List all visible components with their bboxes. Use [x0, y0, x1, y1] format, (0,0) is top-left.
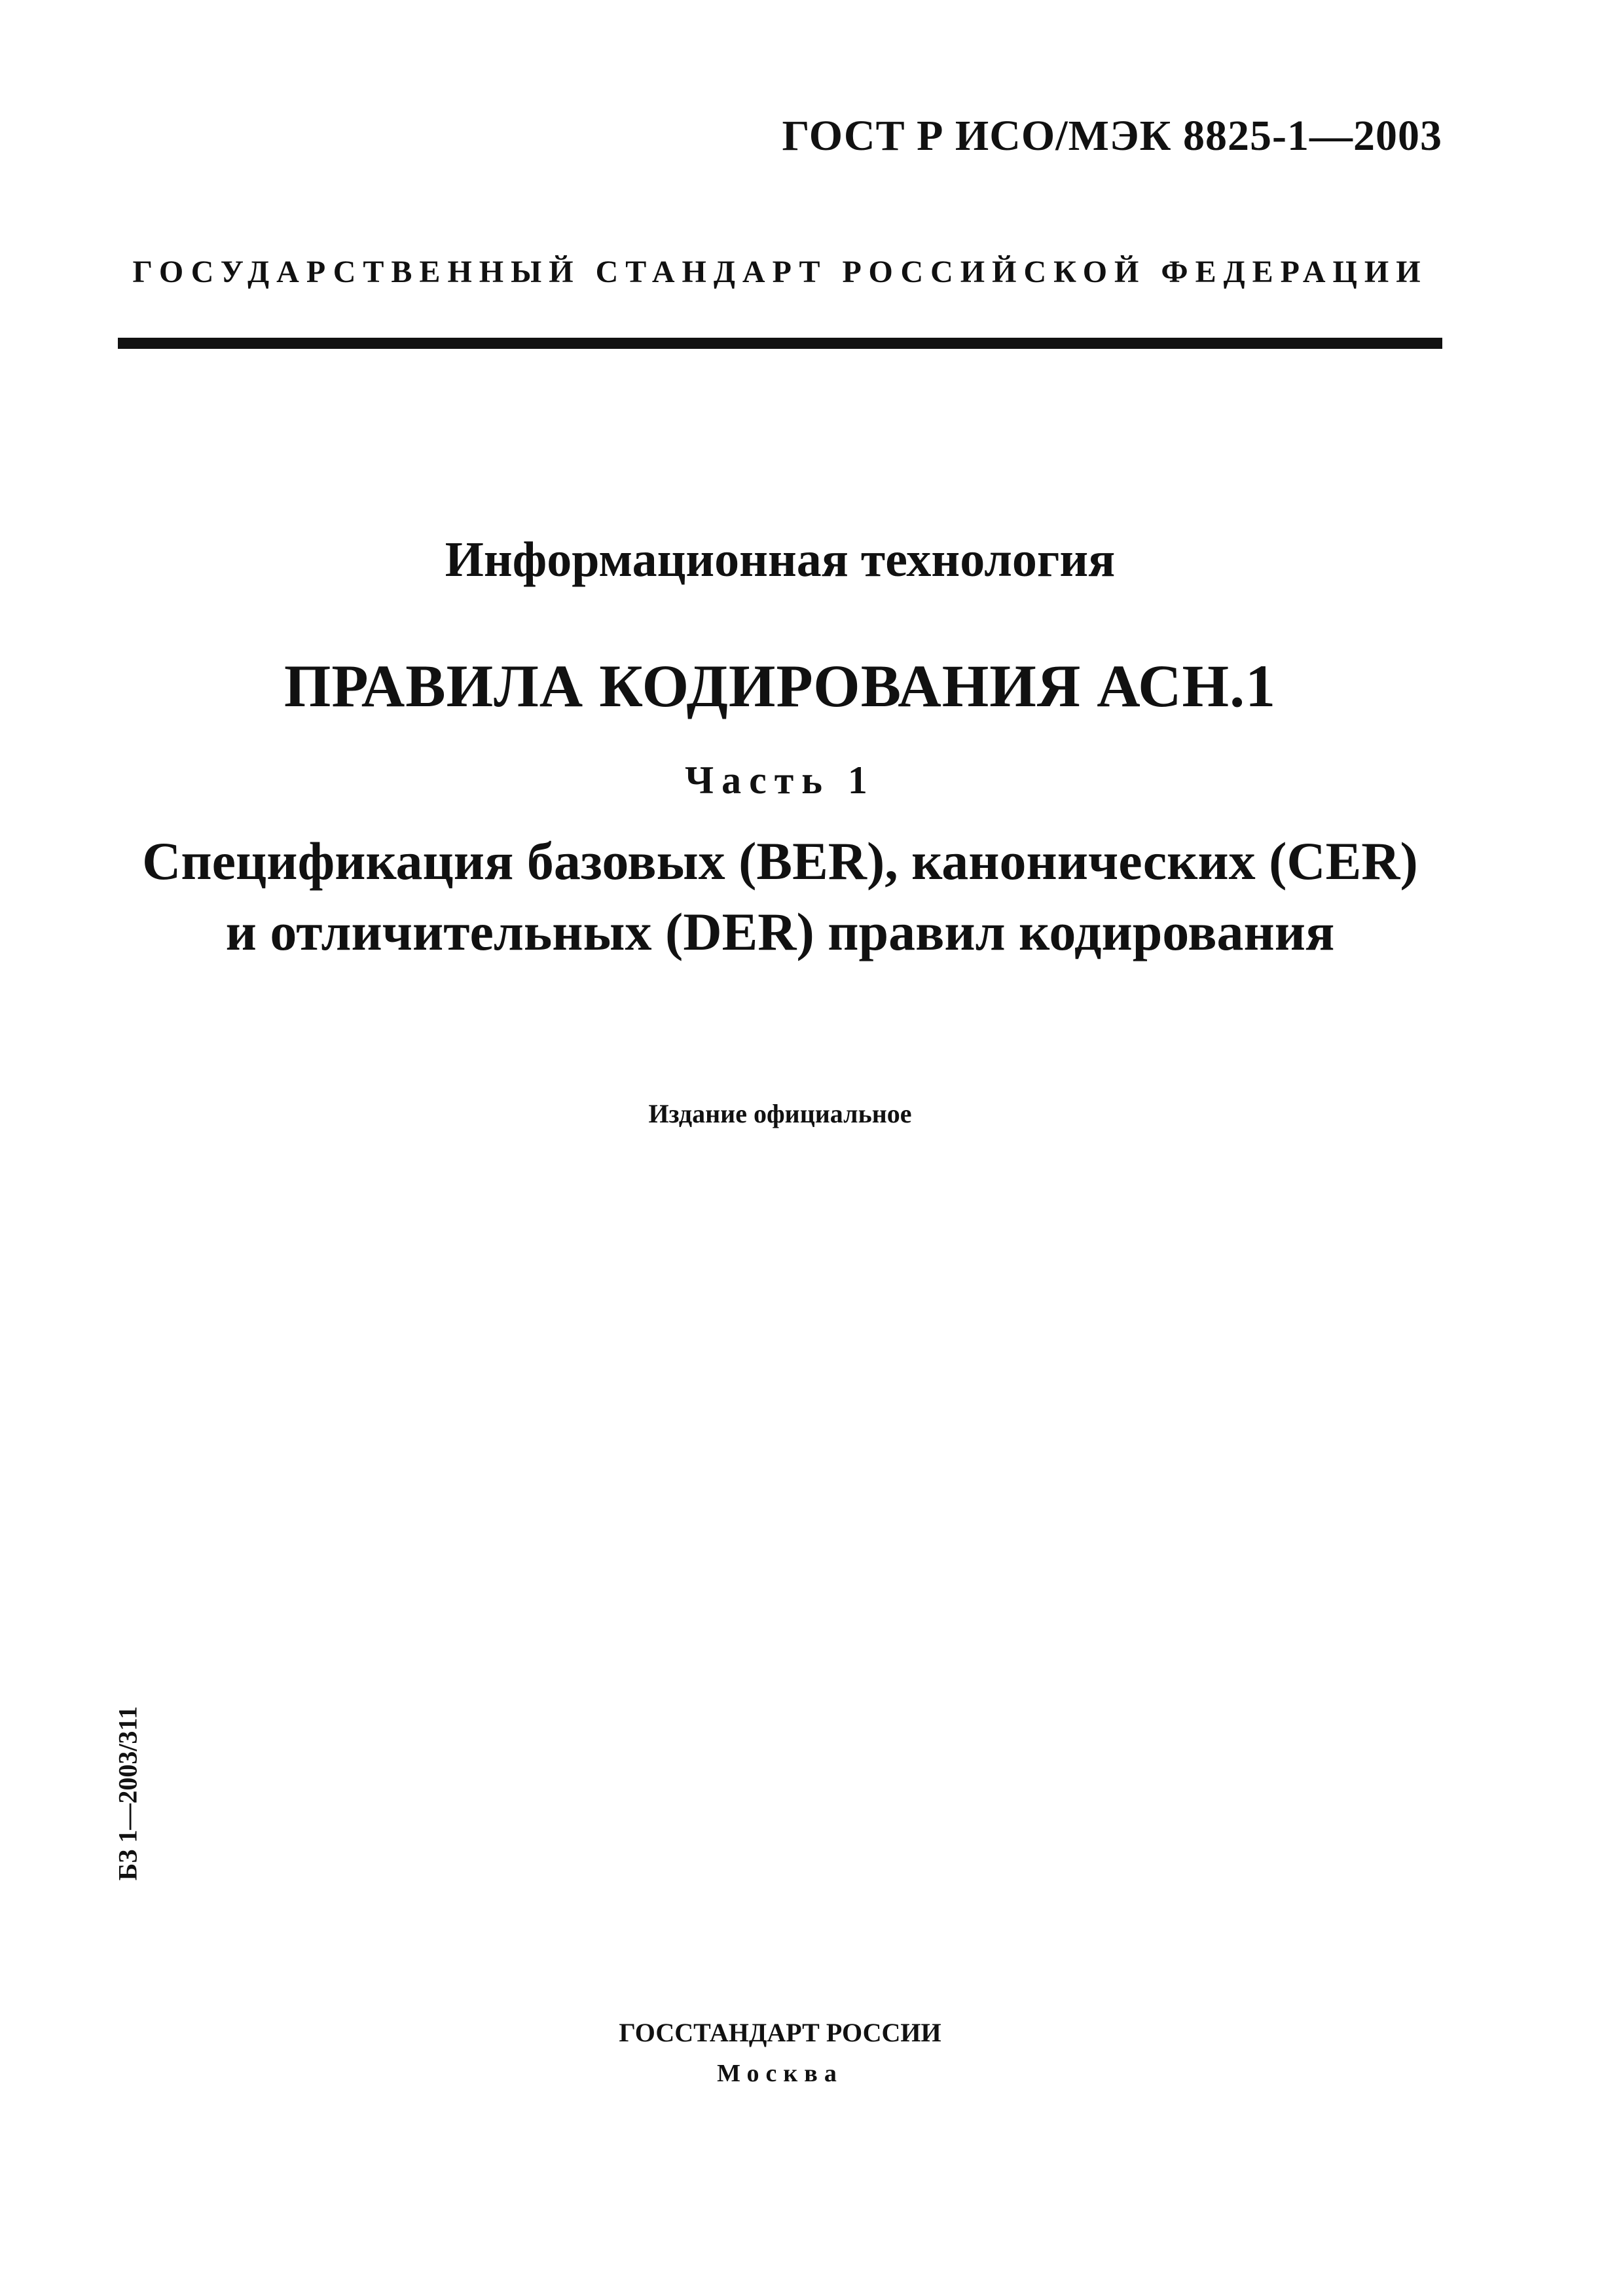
main-title: ПРАВИЛА КОДИРОВАНИЯ АСН.1 — [283, 653, 1277, 719]
side-catalog-code: БЗ 1—2003/311 — [113, 1706, 143, 1881]
publisher-city: Москва — [717, 2060, 843, 2087]
edition-label: Издание официальное — [648, 1099, 912, 1128]
specification-title — [118, 826, 1442, 967]
state-standard-heading: ГОСУДАРСТВЕННЫЙ СТАНДАРТ РОССИЙСКОЙ ФЕДЕРАЦИИ — [132, 255, 1428, 289]
part-label: Часть 1 — [685, 759, 875, 802]
standard-designation: ГОСТ Р ИСО/МЭК 8825-1—2003 — [782, 112, 1442, 160]
publisher-name: ГОССТАНДАРТ РОССИИ — [619, 2018, 941, 2047]
header-divider — [118, 338, 1442, 349]
subject-title: Информационная технология — [445, 532, 1116, 587]
specification-title-line-2: и отличительных (DER) правил кодирования — [225, 902, 1335, 961]
specification-title-line-1: Спецификация базовых (BER), канонических (CER) — [142, 831, 1418, 891]
